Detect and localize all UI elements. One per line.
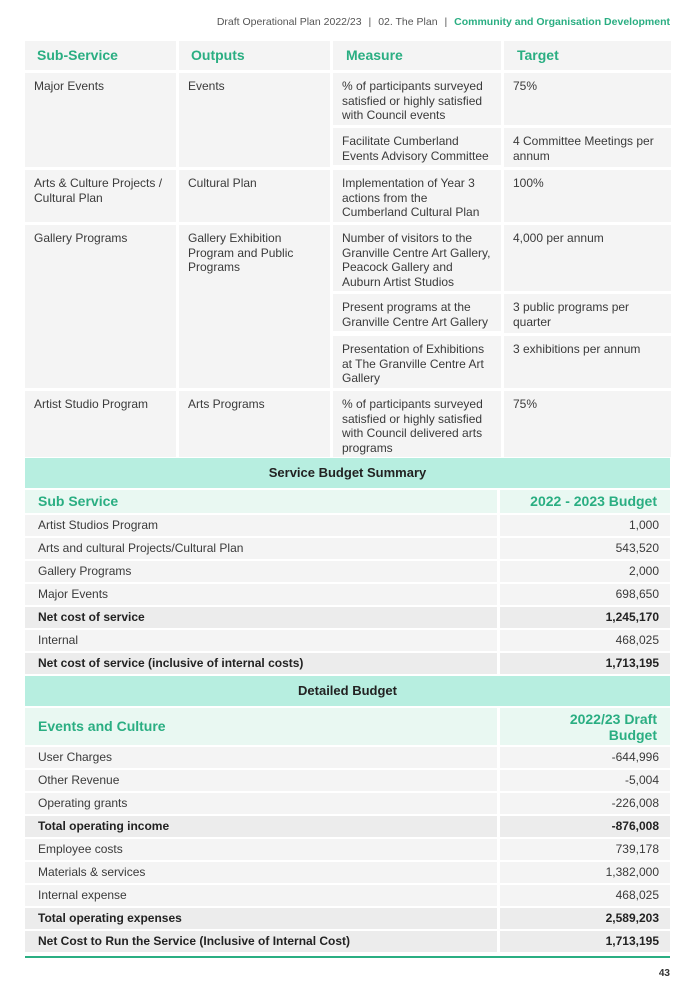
measure-cell: Present programs at the Granville Centre Art Gallery [333, 294, 501, 331]
row-value: -644,996 [500, 747, 670, 768]
column-header-draft-budget [500, 708, 670, 745]
table-row [25, 839, 670, 860]
page-header [217, 16, 670, 28]
table-row [25, 885, 670, 906]
row-value: 2,000 [500, 561, 670, 582]
page-number: 43 [658, 968, 670, 979]
row-value: 2,589,203 [500, 908, 670, 929]
target-cell: 75% [504, 73, 671, 125]
row-label: Operating grants [25, 793, 497, 814]
row-label: User Charges [25, 747, 497, 768]
row-label: Total operating income [25, 816, 497, 837]
table-row [25, 515, 670, 536]
row-label: Other Revenue [25, 770, 497, 791]
row-value: 1,382,000 [500, 862, 670, 883]
section-name: 02. The Plan [378, 16, 438, 28]
measure-cell: Number of visitors to the Granville Centre Art Gallery, Peacock Gallery and Auburn Artist Studios [333, 225, 501, 291]
column-header-line: Budget [608, 727, 657, 743]
table-row [25, 630, 670, 651]
outputs-cell: Events [179, 73, 330, 167]
row-label: Arts and cultural Projects/Cultural Plan [25, 538, 497, 559]
table-header-row [25, 490, 670, 513]
total-row [25, 607, 670, 628]
column-header-events-and-culture: Events and Culture [25, 708, 497, 745]
row-value: 739,178 [500, 839, 670, 860]
row-value: 543,520 [500, 538, 670, 559]
document-title: Draft Operational Plan 2022/23 [216, 16, 362, 28]
row-value: -876,008 [500, 816, 670, 837]
table-row [25, 770, 670, 791]
total-row [25, 931, 670, 952]
row-label: Net cost of service [25, 607, 497, 628]
total-row [25, 653, 670, 674]
table-row [25, 747, 670, 768]
target-cell: 4 Committee Meetings per annum [504, 128, 671, 167]
row-value: 1,713,195 [500, 653, 670, 674]
sub-service-cell: Artist Studio Program [25, 391, 176, 457]
subservice-table [25, 41, 670, 457]
header-separator: | [368, 16, 372, 28]
measure-cell: Implementation of Year 3 actions from the Cumberland Cultural Plan [333, 170, 501, 222]
total-row [25, 816, 670, 837]
row-label: Net Cost to Run the Service (Inclusive of Internal Cost) [25, 931, 497, 952]
total-row [25, 908, 670, 929]
row-label: Employee costs [25, 839, 497, 860]
service-budget-summary-table [25, 458, 670, 674]
outputs-cell: Gallery Exhibition Program and Public Programs [179, 225, 330, 388]
table-title: Detailed Budget [25, 676, 670, 706]
row-label: Total operating expenses [25, 908, 497, 929]
row-value: 1,713,195 [500, 931, 670, 952]
measure-cell: Facilitate Cumberland Events Advisory Committee [333, 128, 501, 165]
row-label: Internal expense [25, 885, 497, 906]
table-title: Service Budget Summary [25, 458, 670, 488]
sub-service-cell: Gallery Programs [25, 225, 176, 388]
row-value: 698,650 [500, 584, 670, 605]
target-cell: 100% [504, 170, 671, 222]
target-cell: 75% [504, 391, 671, 457]
row-value: 1,245,170 [500, 607, 670, 628]
detailed-budget-table [25, 676, 670, 952]
column-header-sub-service: Sub Service [25, 490, 497, 513]
measure-cell: Presentation of Exhibitions at The Granville Centre Art Gallery [333, 336, 501, 388]
column-header-line: 2022/23 Draft [569, 711, 657, 727]
target-cell: 4,000 per annum [504, 225, 671, 291]
target-cell: 3 public programs per quarter [504, 294, 671, 333]
table-row [25, 584, 670, 605]
header-separator: | [444, 16, 448, 28]
target-cell: 3 exhibitions per annum [504, 336, 671, 388]
column-header-target: Target [504, 41, 671, 70]
footer-divider [25, 956, 670, 958]
sub-service-cell: Arts & Culture Projects / Cultural Plan [25, 170, 176, 222]
measure-cell: % of participants surveyed satisfied or highly satisfied with Council events [333, 73, 501, 125]
row-value: 468,025 [500, 885, 670, 906]
outputs-cell: Arts Programs [179, 391, 330, 457]
sub-service-cell: Major Events [25, 73, 176, 167]
column-header-measure: Measure [333, 41, 501, 70]
row-value: 468,025 [500, 630, 670, 651]
row-value: -5,004 [500, 770, 670, 791]
outputs-cell: Cultural Plan [179, 170, 330, 222]
row-label: Major Events [25, 584, 497, 605]
row-label: Artist Studios Program [25, 515, 497, 536]
table-row [25, 862, 670, 883]
table-row [25, 793, 670, 814]
row-value: 1,000 [500, 515, 670, 536]
chapter-name: Community and Organisation Development [454, 16, 670, 28]
row-label: Internal [25, 630, 497, 651]
column-header-budget: 2022 - 2023 Budget [500, 490, 670, 513]
column-header-sub-service: Sub-Service [25, 41, 176, 70]
column-header-outputs: Outputs [179, 41, 330, 70]
measure-cell: % of participants surveyed satisfied or highly satisfied with Council delivered arts programs [333, 391, 501, 457]
row-label: Materials & services [25, 862, 497, 883]
row-value: -226,008 [500, 793, 670, 814]
table-header-row [25, 708, 670, 745]
row-label: Net cost of service (inclusive of internal costs) [25, 653, 497, 674]
table-row [25, 561, 670, 582]
row-label: Gallery Programs [25, 561, 497, 582]
table-row [25, 538, 670, 559]
